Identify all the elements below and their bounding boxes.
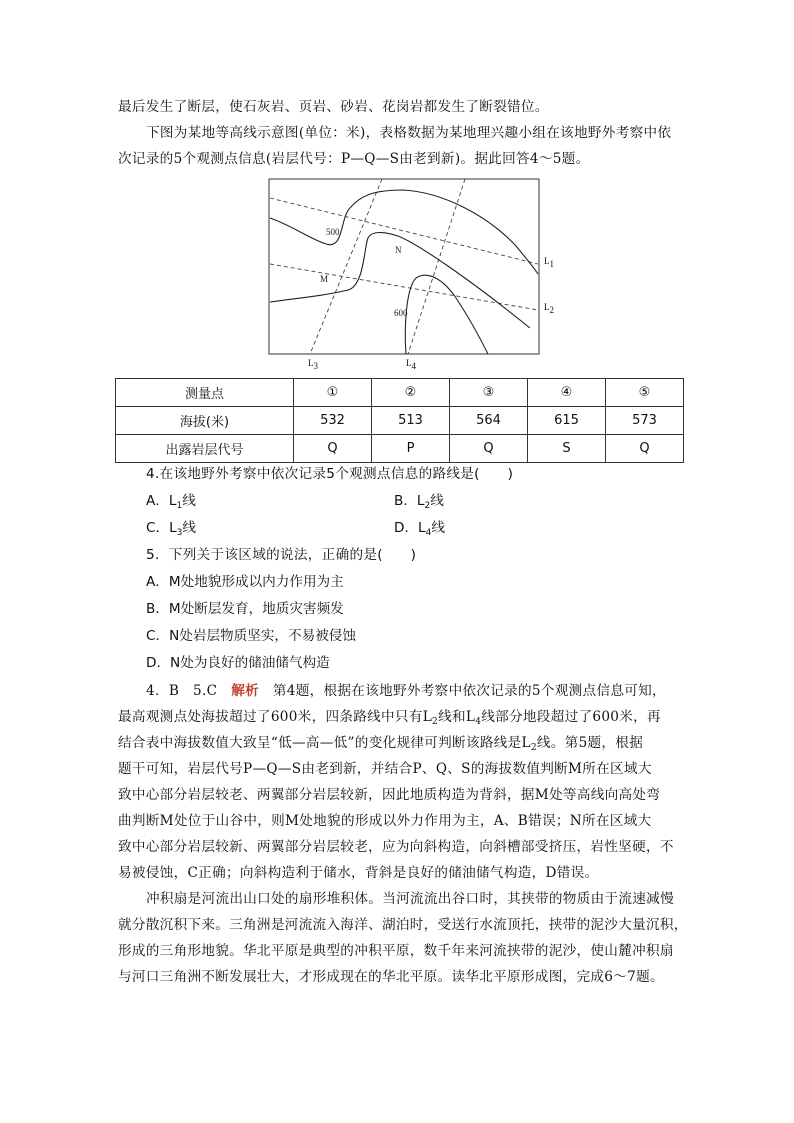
answer-line-5: 致中心部分岩层较老、两翼部分岩层较新，因此地质构造为背斜，据M处等高线向高处弯 (118, 787, 661, 803)
table-cell: 564 (450, 407, 528, 435)
analysis-tag: 解析 (231, 683, 259, 699)
intro-line-3: 次记录的5个观测点信息(岩层代号：P—Q—S由老到新)。据此回答4～5题。 (118, 151, 590, 167)
contour-600 (405, 275, 488, 354)
row-label-rock: 出露岩层代号 (116, 435, 294, 463)
route-line-l3 (310, 179, 382, 354)
question-5-stem: 5．下列关于该区域的说法，正确的是( ) (146, 547, 417, 563)
answer-line-2: 最高观测点处海拔超过了600米，四条路线中只有$L_2$线和$L_4$线部分地段超过了600米，再 (118, 709, 661, 727)
question-4-stem: 4.在该地野外考察中依次记录5个观测点信息的路线是( ) (146, 466, 514, 482)
route-label-l2: $L_2$ (544, 302, 554, 315)
route-line-l1 (270, 198, 538, 264)
contour-map-figure (268, 178, 554, 374)
q4-option-c[interactable]: C．$L_3$线 (146, 520, 196, 538)
answer-line-8: 易被侵蚀，C正确；向斜构造利于储水，背斜是良好的储油储气构造，D错误。 (118, 865, 599, 881)
table-cell: Q (294, 435, 372, 463)
intro-line-1: 最后发生了断层，使石灰岩、页岩、砂岩、花岗岩都发生了断裂错位。 (118, 99, 549, 115)
contour-map (268, 178, 544, 374)
q4-option-b[interactable]: B．$L_2$线 (394, 493, 444, 511)
outro-line-3: 形成的三角形地貌。华北平原是典型的冲积平原，数千年来河流挟带的泥沙，使山麓冲积扇 (118, 943, 674, 959)
table-row (116, 407, 684, 435)
intro-line-2: 下图为某地等高线示意图(单位：米)，表格数据为某地理兴趣小组在该地野外考察中依 (146, 125, 672, 141)
outro-line-4: 与河口三角洲不断发展壮大，才形成现在的华北平原。读华北平原形成图，完成6～7题。 (118, 969, 664, 985)
table-cell: ② (372, 379, 450, 407)
outro-line-1: 冲积扇是河流出山口处的扇形堆积体。当河流流出谷口时，其挟带的物质由于流速减慢 (146, 891, 674, 907)
contour-label-500: 500 (326, 227, 340, 237)
point-label-m: M (320, 274, 329, 284)
point-label-n: N (395, 245, 402, 255)
table-cell: 532 (294, 407, 372, 435)
answer-line-1: 4．B 5.C 解析 第4题，根据在该地野外考察中依次记录的5个观测点信息可知， (146, 683, 666, 699)
q5-option-a[interactable]: A．M处地貌形成以内力作用为主 (146, 574, 344, 590)
table-cell: Q (450, 435, 528, 463)
table-cell: ⑤ (606, 379, 684, 407)
q5-option-c[interactable]: C．N处岩层物质坚实，不易被侵蚀 (146, 628, 356, 644)
q5-option-d[interactable]: D．N处为良好的储油储气构造 (146, 655, 330, 671)
contour-500-upper (270, 190, 538, 274)
answer-line-6: 曲判断M处位于山谷中，则M处地貌的形成以外力作用为主，A、B错误；N所在区域大 (118, 813, 652, 829)
map-frame (269, 179, 539, 354)
route-line-l4 (408, 179, 465, 354)
table-row (116, 379, 684, 407)
route-label-l4: $L_4$ (406, 358, 416, 371)
row-label-point: 测量点 (116, 379, 294, 407)
q5-option-b[interactable]: B．M处断层发育，地质灾害频发 (146, 601, 344, 617)
table-row (116, 435, 684, 463)
outro-line-2: 就分散沉积下来。三角洲是河流流入海洋、湖泊时，受送行水流顶托，挟带的泥沙大量沉积， (118, 917, 688, 933)
q4-option-d[interactable]: D．$L_4$线 (394, 520, 445, 538)
table-cell: 573 (606, 407, 684, 435)
table-cell: 615 (528, 407, 606, 435)
table-cell: ① (294, 379, 372, 407)
contour-label-600: 600 (394, 308, 408, 318)
table-cell: ③ (450, 379, 528, 407)
table-cell: Q (606, 435, 684, 463)
answer-line-4: 题干可知，岩层代号P—Q—S由老到新，并结合P、Q、S的海拔数值判断M所在区域大 (118, 761, 652, 777)
table-cell: 513 (372, 407, 450, 435)
q4-option-a[interactable]: A．$L_1$线 (146, 493, 196, 511)
observation-table (115, 378, 684, 463)
table-cell: P (372, 435, 450, 463)
answer-line-7: 致中心部分岩层较新、两翼部分岩层较老，应为向斜构造，向斜槽部受挤压，岩性坚硬，不 (118, 839, 674, 855)
route-label-l3: $L_3$ (308, 358, 318, 371)
table-cell: ④ (528, 379, 606, 407)
row-label-elevation: 海拔(米) (116, 407, 294, 435)
route-label-l1: $L_1$ (544, 256, 554, 269)
answer-line-3: 结合表中海拔数值大致呈“低—高—低”的变化规律可判断该路线是$L_2$线。第5题，根据 (118, 735, 644, 753)
table-cell: S (528, 435, 606, 463)
